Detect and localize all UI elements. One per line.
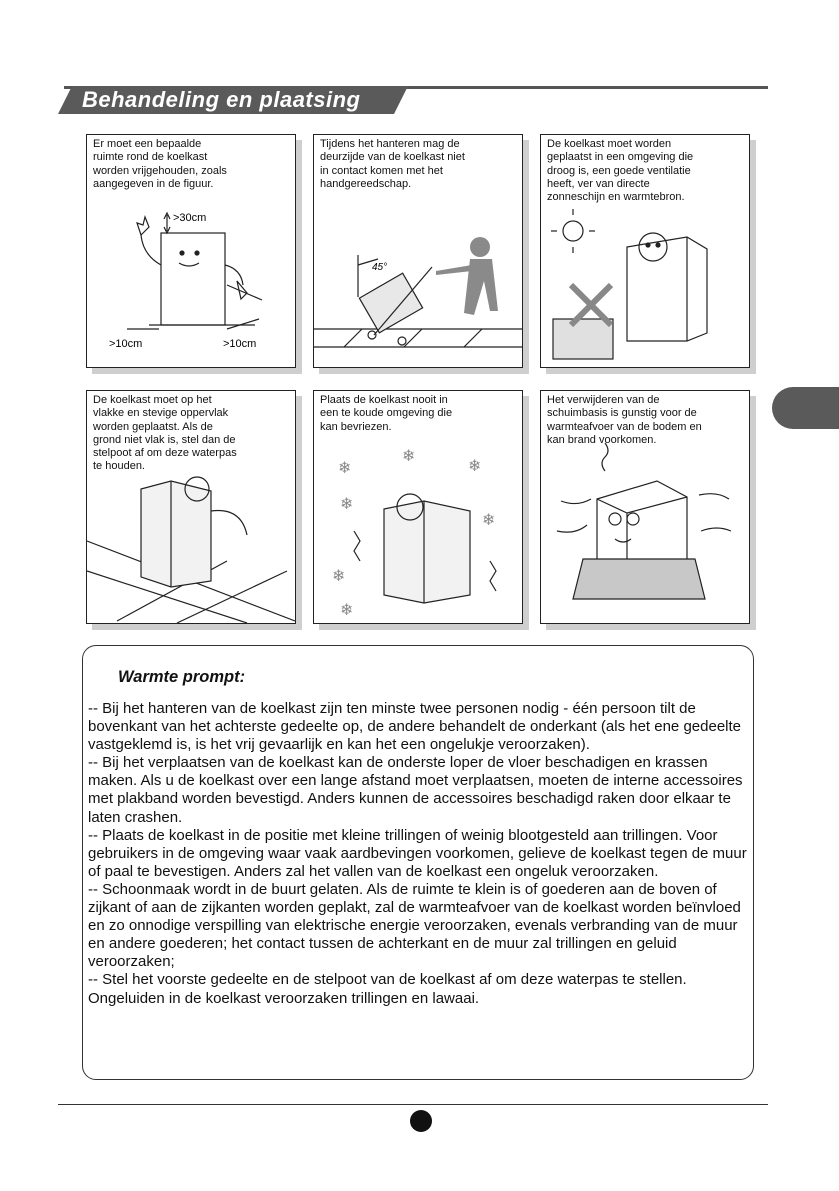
page-number-marker xyxy=(410,1110,432,1132)
panel-handling xyxy=(313,134,523,368)
chapter-side-tab xyxy=(772,387,839,429)
label-angle: 45° xyxy=(372,262,388,273)
label-top-clearance: >30cm xyxy=(173,212,207,224)
notice-paragraph: -- Plaats de koelkast in de positie met kleine trillingen of weinig blootgesteld aan trillingen. Voor gebruikers in de omgeving waar vaak aardbevingen voorkomen, gelieve de koelkast tegen de muur of paal te bevestigen. Anders zal het vallen van de koelkast een ongeluk veroorzaken. xyxy=(88,826,747,880)
panel-text: Plaats de koelkast nooit in een te koude omgeving die kan bevriezen. xyxy=(320,394,453,433)
notice-paragraph: -- Bij het hanteren van de koelkast zijn ten minste twee personen nodig - één persoon tilt de bovenkant van het achterste gedeelte op, de andere behandelt de onderkant (als het ene gedeelte vastgeklemd is, is het vrij gevaarlijk en kan het een ongelukje veroorzaken). xyxy=(88,700,741,754)
snowflake-icon: ❄ xyxy=(482,510,496,529)
snowflake-icon: ❄ xyxy=(340,600,354,619)
panel-clearance xyxy=(86,134,296,368)
notice-paragraph: -- Bij het verplaatsen van de koelkast kan de onderste loper de vloer beschadigen en krassen maken. Als u de koelkast over een lange afstand moet verplaatsen, moeten de interne accessoires met plakband worden bevestigd. Anders kunnen de accessoires beschadigd raken door elkaar te laten crashen. xyxy=(88,754,743,826)
panel-text: De koelkast moet op het vlakke en stevige oppervlak worden geplaatst. Als de grond niet vlak is, stel dan de stelpoot af om deze waterpas te houden. xyxy=(93,394,237,473)
snowflake-icon: ❄ xyxy=(402,446,416,465)
fridge-cold-illustration xyxy=(314,391,522,623)
panel-level-surface xyxy=(86,390,296,624)
notice-title: Warmte prompt: xyxy=(118,668,246,686)
panel-text: Tijdens het hanteren mag de deurzijde van de koelkast niet in contact komen met het handgereedschap. xyxy=(320,138,465,190)
panel-text: Er moet een bepaalde ruimte rond de koelkast worden vrijgehouden, zoals aangegeven in de figuur. xyxy=(93,138,227,190)
snowflake-icon: ❄ xyxy=(340,494,354,513)
fridge-handtruck-illustration xyxy=(314,135,522,367)
fridge-floor-illustration xyxy=(87,391,295,623)
snowflake-icon: ❄ xyxy=(332,566,346,585)
page-title: Behandeling en plaatsing xyxy=(82,87,361,112)
panel-text: De koelkast moet worden geplaatst in een omgeving die droog is, een goede ventilatie heeft, ver van directe zonneschijn en warmtebron. xyxy=(547,138,694,204)
notice-body xyxy=(88,700,748,1008)
notice-paragraph: -- Stel het voorste gedeelte en de stelpoot van de koelkast af om deze waterpas te stellen. Ongeluiden in de koelkast veroorzaken trillingen en lawaai. xyxy=(88,971,687,1007)
label-left-clearance: >10cm xyxy=(109,338,143,350)
panel-no-freezing xyxy=(313,390,523,624)
panel-environment xyxy=(540,134,750,368)
panel-text: Het verwijderen van de schuimbasis is gunstig voor de warmteafvoer van de bodem en kan brand voorkomen. xyxy=(547,394,702,446)
footer-rule xyxy=(58,1104,768,1105)
panel-foam-base xyxy=(540,390,750,624)
warning-notice-box xyxy=(82,645,754,1080)
fridge-environment-illustration xyxy=(541,135,749,367)
notice-paragraph: -- Schoonmaak wordt in de buurt gelaten. Als de ruimte te klein is of goederen aan de boven of zijkant of aan de zijkanten worden geplakt, zal de warmteafvoer van de koelkast worden beïnvloed en zo onnodige verspilling van elektrische energie veroorzaken, evenals verbranding van de muur en andere goederen; het contact tussen de achterkant en de muur zal trillingen en geluid veroorzaken; xyxy=(88,880,741,971)
snowflake-icon: ❄ xyxy=(468,456,482,475)
fridge-foam-illustration xyxy=(541,391,749,623)
snowflake-icon: ❄ xyxy=(338,458,352,477)
fridge-clearance-illustration xyxy=(87,135,295,367)
label-right-clearance: >10cm xyxy=(223,338,257,350)
sun-icon xyxy=(563,221,583,241)
